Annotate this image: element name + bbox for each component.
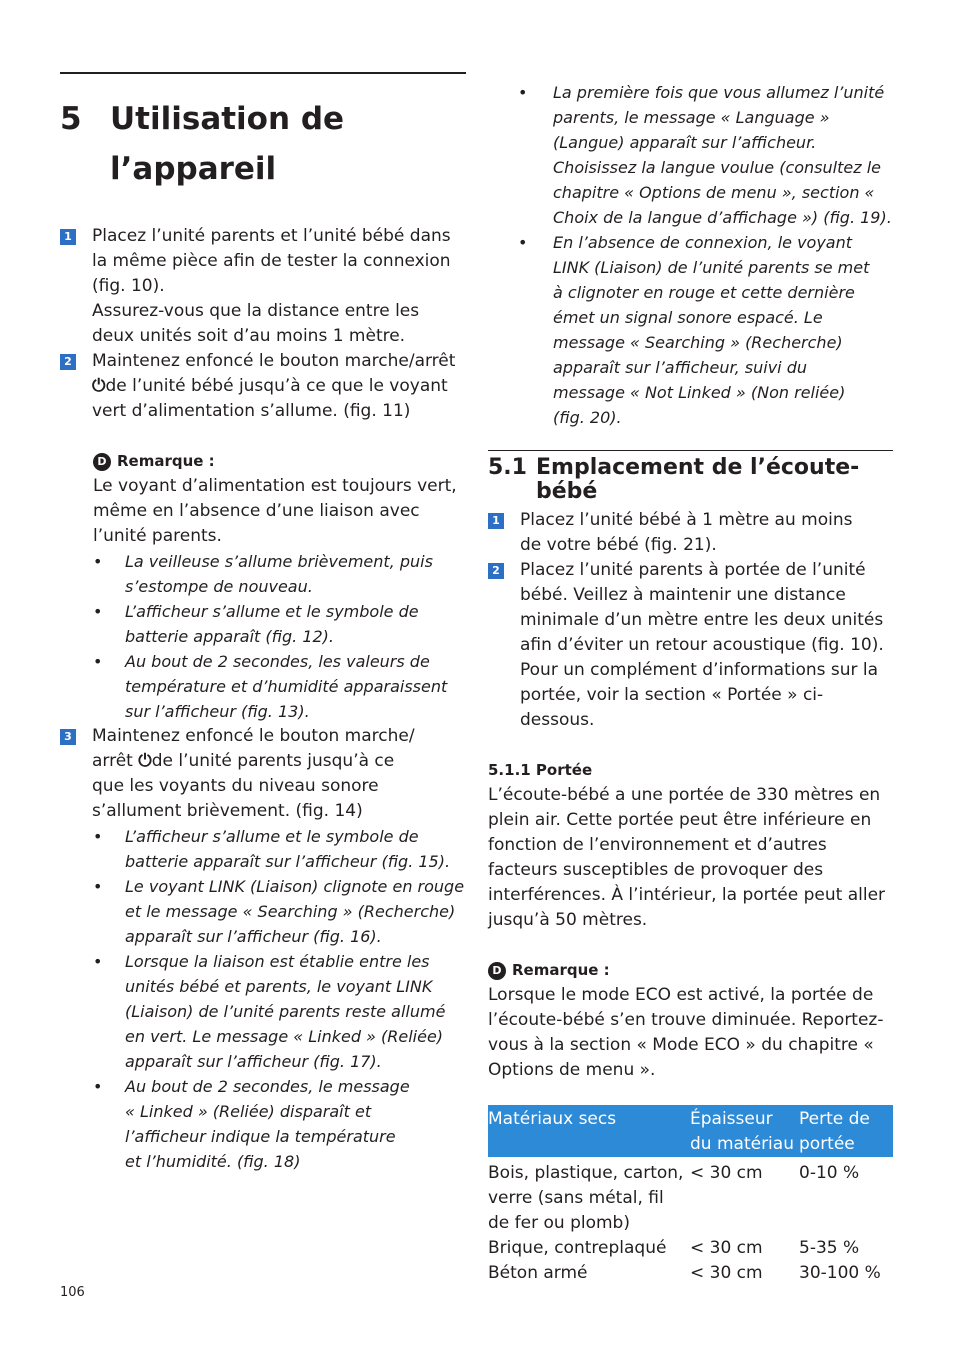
page-number: 106 xyxy=(60,1285,85,1300)
step-number-badge: 2 xyxy=(60,354,76,370)
table-cell: Brique, contreplaqué xyxy=(488,1238,667,1258)
note-icon: D xyxy=(488,962,506,980)
section-title xyxy=(488,456,893,504)
list-item: • L’afficheur s’allume et le symbole de batterie apparaît (fig. 12). xyxy=(93,602,419,646)
list-item: • Au bout de 2 secondes, le message « Linked » (Reliée) disparaît et l’afficheur indique la température et l’humidité. (fig. 18) xyxy=(93,1077,410,1171)
list-item: • En l’absence de connexion, le voyant LINK (Liaison) de l’unité parents se met à clignoter en rouge et cette dernière émet un signal sonore espacé. Le message « Searching » (Recherche) apparaît sur l’afficheur, suivi du message « Not Linked » (Non reliée) (fig. 20). xyxy=(518,233,870,427)
table-header-row xyxy=(488,1105,893,1157)
table-header-cell: Perte de portée xyxy=(799,1105,893,1157)
step-text-start: Maintenez enfoncé le bouton marche/arrêt xyxy=(92,351,456,371)
list-item: • La veilleuse s’allume brièvement, puis s’estompe de nouveau. xyxy=(93,552,433,596)
step-text: Placez l’unité bébé à 1 mètre au moins de votre bébé (fig. 21). xyxy=(520,510,853,555)
step-text-end: de l’unité parents jusqu’à ce que les voyants du niveau sonore s’allument brièvement. (fig. 14) xyxy=(92,751,395,821)
section-title-text: Emplacement de l’écoute-bébé xyxy=(536,455,860,504)
step-text-end: de l’unité bébé jusqu’à ce que le voyant vert d’alimentation s’allume. (fig. 11) xyxy=(92,376,448,421)
table-header-cell: Matériaux secs xyxy=(488,1105,690,1157)
step-number-badge: 3 xyxy=(60,729,76,745)
table-header-cell: Épaisseur du matériau xyxy=(690,1105,799,1157)
step-text: Assurez-vous que la distance entre les deux unités soit d’au moins 1 mètre. xyxy=(92,301,420,346)
section-number: 5.1 xyxy=(488,455,527,480)
step-text xyxy=(92,724,466,824)
step-number-badge: 2 xyxy=(488,563,504,579)
note-label: Remarque : xyxy=(117,452,215,470)
list-item: • Au bout de 2 secondes, les valeurs de température et d’humidité apparaissent sur l’afficheur (fig. 13). xyxy=(93,652,448,721)
table-cell: 0-10 % xyxy=(799,1163,860,1183)
table-row xyxy=(488,1261,893,1286)
table-row xyxy=(488,1157,893,1236)
note-icon: D xyxy=(93,453,111,471)
continued-bullet-list xyxy=(516,80,893,430)
note-block xyxy=(488,958,893,1083)
table-cell: < 30 cm xyxy=(690,1238,763,1258)
note-block xyxy=(93,449,466,724)
top-rule xyxy=(60,72,466,74)
table-row xyxy=(488,1236,893,1261)
subsection-text: L’écoute-bébé a une portée de 330 mètres en plein air. Cette portée peut être inférieure en fonction de l’environnement et d’autres facteurs susceptibles de provoquer des interférences. À l’intérieur, la portée peut aller jusqu’à 50 mètres. xyxy=(488,785,886,930)
section-step-2 xyxy=(488,558,893,733)
step-number-badge: 1 xyxy=(488,513,504,529)
step-text: Pour un complément d’informations sur la portée, voir la section « Portée » ci-dessous. xyxy=(520,660,879,730)
note-text: Le voyant d’alimentation est toujours vert, même en l’absence d’une liaison avec l’unité parents. xyxy=(93,476,457,546)
list-item: • L’afficheur s’allume et le symbole de batterie apparaît sur l’afficheur (fig. 15). xyxy=(93,827,451,871)
note-text: Lorsque le mode ECO est activé, la portée de l’écoute-bébé s’en trouve diminuée. Reportez-vous à la section « Mode ECO » du chapitre « Options de menu ». xyxy=(488,985,884,1080)
step-text-start: Maintenez enfoncé le bouton marche/ arrêt xyxy=(92,726,415,771)
power-icon: ⏻ xyxy=(138,751,152,771)
list-item: • Le voyant LINK (Liaison) clignote en rouge et le message « Searching » (Recherche) apparaît sur l’afficheur (fig. 16). xyxy=(93,877,465,946)
table-cell: 5-35 % xyxy=(799,1238,860,1258)
chapter-number: 5 xyxy=(60,101,82,137)
table-cell: Béton armé xyxy=(488,1263,588,1283)
table-cell: 30-100 % xyxy=(799,1263,881,1283)
chapter-title-text: Utilisation de l’appareil xyxy=(110,101,345,187)
section-step-1 xyxy=(488,508,893,558)
note-heading xyxy=(488,958,893,983)
list-item: • La première fois que vous allumez l’unité parents, le message « Language » (Langue) apparaît sur l’afficheur. Choisissez la langue voulue (consultez le chapitre « Options de menu », section « Choix de la langue d’affichage ») (fig. 19). xyxy=(518,83,892,227)
note-heading xyxy=(93,449,466,474)
step-text xyxy=(92,349,466,424)
note-label: Remarque : xyxy=(512,961,610,979)
list-item: • Lorsque la liaison est établie entre les unités bébé et parents, le voyant LINK (Liaison) de l’unité parents reste allumé en vert. Le message « Linked » (Reliée) apparaît sur l’afficheur (fig. 17). xyxy=(93,952,446,1071)
table-cell: < 30 cm xyxy=(690,1263,763,1283)
power-icon: ⏻ xyxy=(92,376,106,396)
materials-table xyxy=(488,1105,893,1286)
table-cell: < 30 cm xyxy=(690,1163,763,1183)
step-3 xyxy=(60,724,466,824)
step-text: Placez l’unité parents à portée de l’unité bébé. Veillez à maintenir une distance minimale d’un mètre entre les deux unités afin d’éviter un retour acoustique (fig. 10). xyxy=(520,560,884,655)
step-2 xyxy=(60,349,466,424)
step-text: Placez l’unité parents et l’unité bébé dans la même pièce afin de tester la connexion (fig. 10). xyxy=(92,226,451,296)
step-3-bullet-list xyxy=(93,824,466,1174)
right-column xyxy=(488,80,893,1286)
subsection-title: 5.1.1 Portée xyxy=(488,761,593,779)
table-cell: Bois, plastique, carton, verre (sans métal, fil de fer ou plomb) xyxy=(488,1163,684,1233)
chapter-title xyxy=(60,94,466,194)
step-number-badge: 1 xyxy=(60,229,76,245)
step-1 xyxy=(60,224,466,349)
section-rule xyxy=(488,450,893,451)
note-bullet-list xyxy=(93,549,466,724)
left-column xyxy=(60,72,466,1174)
